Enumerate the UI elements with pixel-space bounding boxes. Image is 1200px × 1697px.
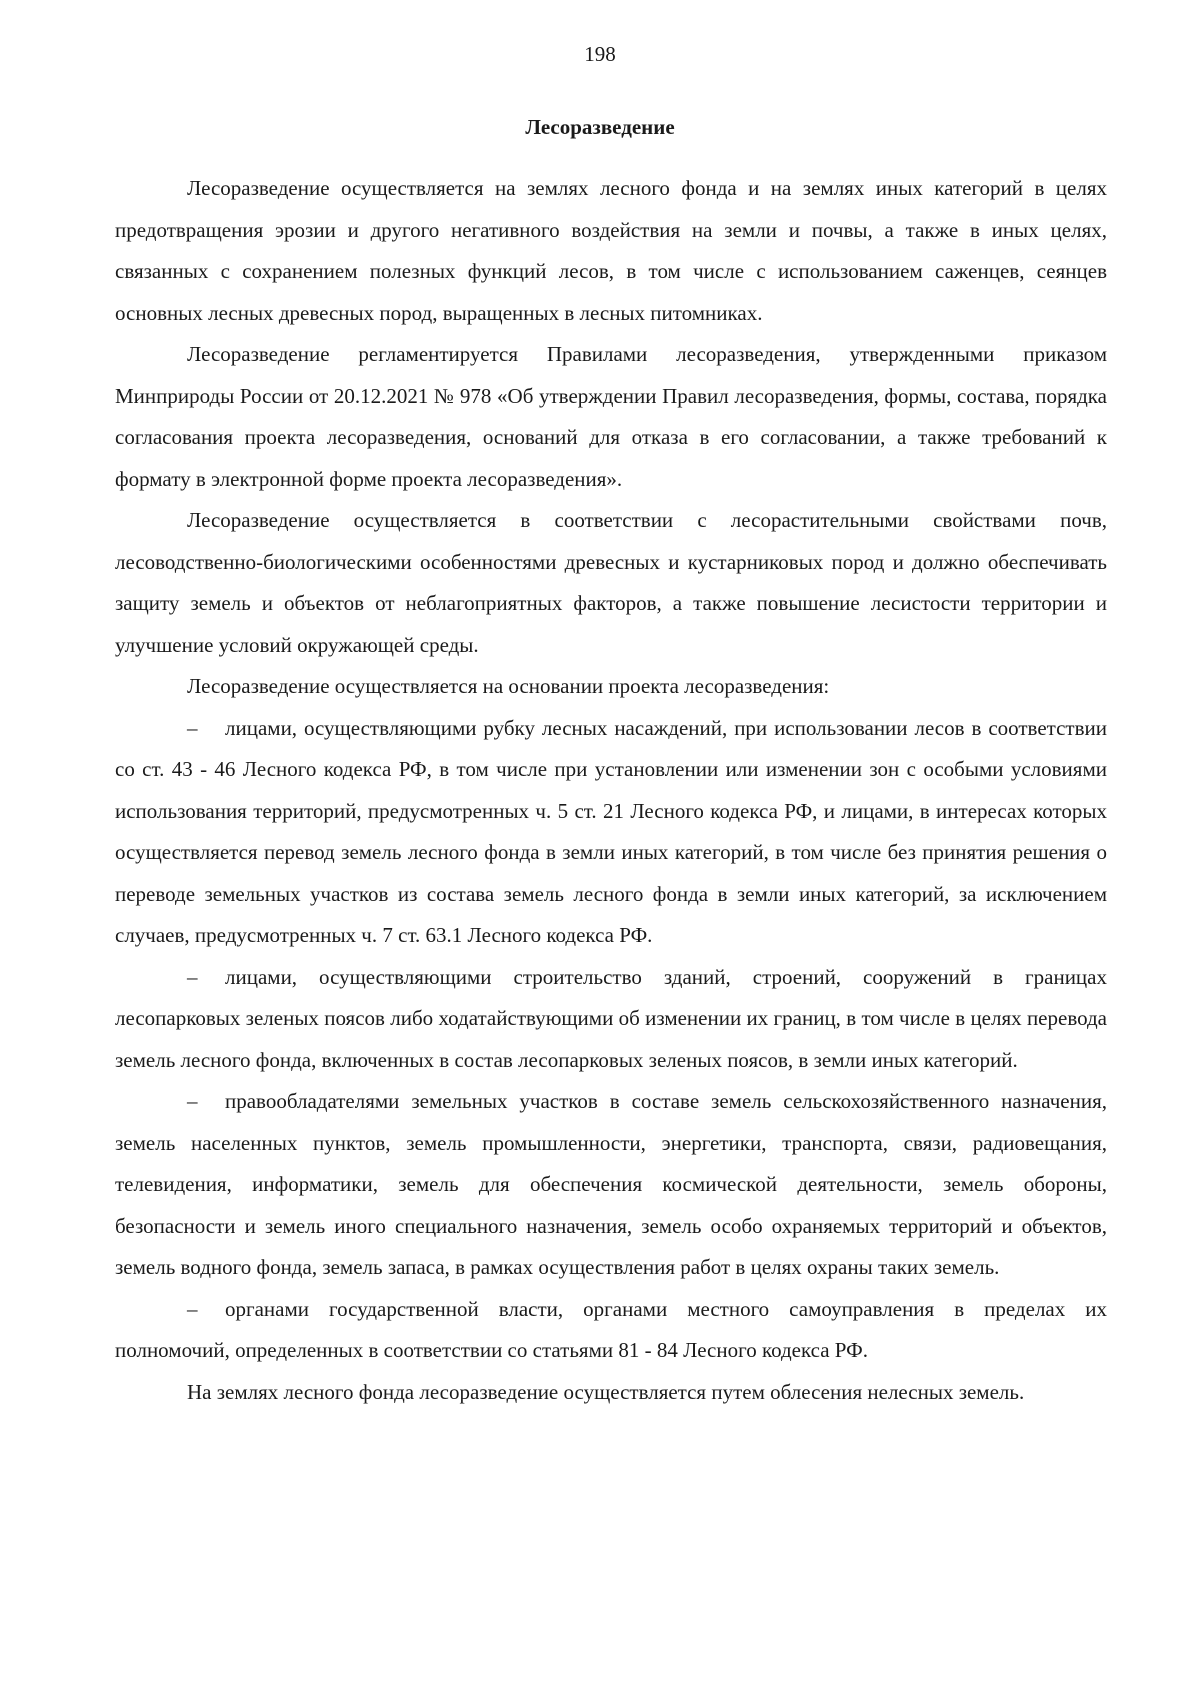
list-item xyxy=(115,957,1107,1082)
section-title: Лесоразведение xyxy=(525,115,675,139)
dash-bullet: – xyxy=(187,964,198,989)
dash-bullet: – xyxy=(187,1296,198,1321)
paragraph-1: Лесоразведение осуществляется на землях лесного фонда и на землях иных категорий в целях предотвращения эрозии и другого негативного воздействия на земли и почвы, а также в иных целях, связанных с сохранением полезных функций лесов, в том числе с использованием саженцев, сеянцев основных лесных древесных пород, выращенных в лесных питомниках. xyxy=(115,176,1107,325)
paragraph-3: Лесоразведение осуществляется в соответствии с лесорастительными свойствами почв, лесоводственно-биологическими особенностями древесных и кустарниковых пород и должно обеспечивать защиту земель и объектов от неблагоприятных факторов, а также повышение лесистости территории и улучшение условий окружающей среды. xyxy=(115,508,1107,657)
list-item-text: органами государственной власти, органами местного самоуправления в пределах их полномочий, определенных в соответствии со статьями 81 - 84 Лесного кодекса РФ. xyxy=(115,1296,1107,1362)
paragraph-last: На землях лесного фонда лесоразведение осуществляется путем облесения нелесных земель. xyxy=(187,1379,1025,1404)
list-item-text: лицами, осуществляющими рубку лесных насаждений, при использовании лесов в соответствии со ст. 43 - 46 Лесного кодекса РФ, в том числе при установлении или изменении зон с особыми условиями использования территорий, предусмотренных ч. 5 ст. 21 Лесного кодекса РФ, и лицами, в интересах которых осуществляется перевод земель лесного фонда в земли иных категорий, в том числе без принятия решения о переводе земельных участков из состава земель лесного фонда в земли иных категорий, за исключением случаев, предусмотренных ч. 7 ст. 63.1 Лесного кодекса РФ. xyxy=(115,715,1107,947)
list-item xyxy=(115,1081,1107,1289)
list-item xyxy=(115,1289,1107,1372)
list-item xyxy=(115,708,1107,957)
dash-bullet: – xyxy=(187,715,198,740)
page-number: 198 xyxy=(584,42,616,66)
paragraph-4: Лесоразведение осуществляется на основании проекта лесоразведения: xyxy=(187,674,830,698)
paragraph-2: Лесоразведение регламентируется Правилами лесоразведения, утвержденными приказом Минприроды России от 20.12.2021 № 978 «Об утверждении Правил лесоразведения, формы, состава, порядка согласования проекта лесоразведения, оснований для отказа в его согласовании, а также требований к формату в электронной форме проекта лесоразведения». xyxy=(115,342,1107,491)
list-item-text: правообладателями земельных участков в составе земель сельскохозяйственного назначения, земель населенных пунктов, земель промышленности, энергетики, транспорта, связи, радиовещания, телевидения, информатики, земель для обеспечения космической деятельности, земель обороны, безопасности и земель иного специального назначения, земель особо охраняемых территорий и объектов, земель водного фонда, земель запаса, в рамках осуществления работ в целях охраны таких земель. xyxy=(115,1089,1107,1279)
list-item-text: лицами, осуществляющими строительство зданий, строений, сооружений в границах лесопарковых зеленых поясов либо ходатайствующими об изменении их границ, в том числе в целях перевода земель лесного фонда, включенных в состав лесопарковых зеленых поясов, в земли иных категорий. xyxy=(115,964,1107,1072)
document-body xyxy=(115,168,1107,1413)
dash-bullet: – xyxy=(187,1089,198,1113)
